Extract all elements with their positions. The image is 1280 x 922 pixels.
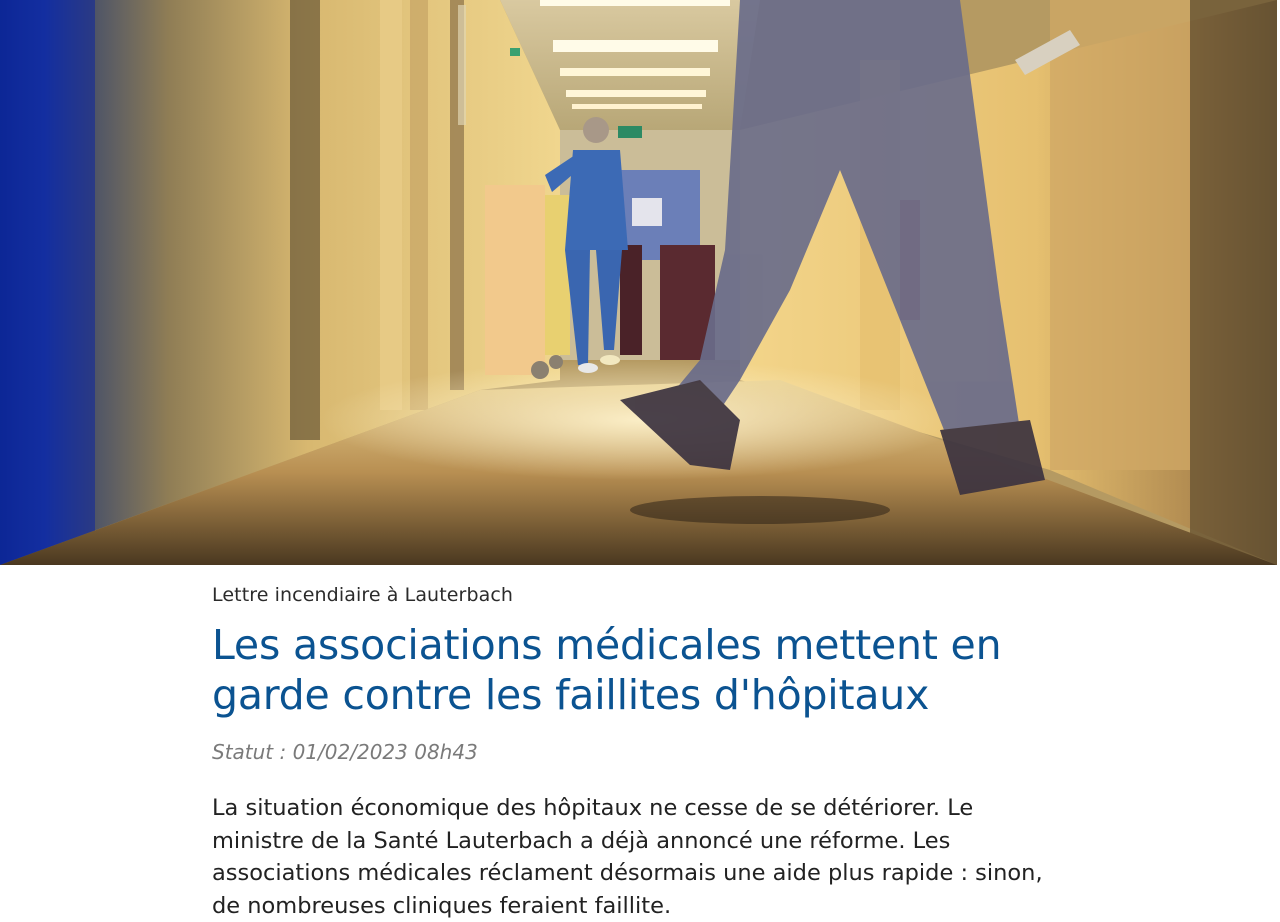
article-status: Statut : 01/02/2023 08h43	[212, 740, 478, 764]
article-lead: La situation économique des hôpitaux ne cesse de se détériorer. Le ministre de la Santé Lauterbach a déjà annoncé une réforme. Les associations médicales réclament désormais une aide plus rapide : sinon, de nombreuses cliniques feraient faillite.	[212, 795, 1043, 919]
article-title: Les associations médicales mettent en garde contre les faillites d'hôpitaux	[212, 621, 1002, 719]
article-kicker: Lettre incendiaire à Lauterbach	[212, 584, 514, 606]
article	[212, 583, 1062, 922]
